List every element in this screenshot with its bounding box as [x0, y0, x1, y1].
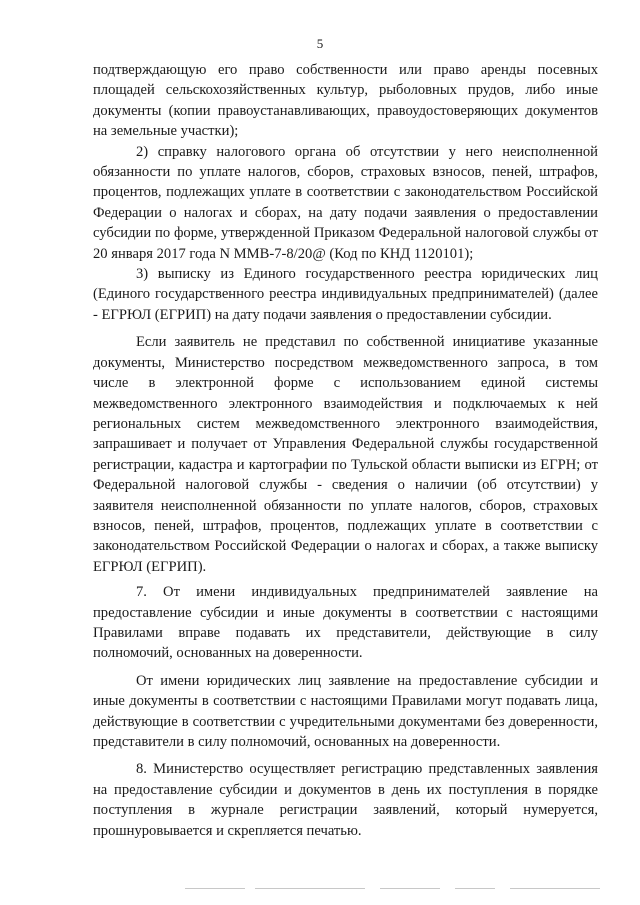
paragraph-item-3: 3) выписку из Единого государственного реестра юридических лиц (Единого государственного реестра индивидуальных предпринимателей) (далее - ЕГРЮЛ (ЕГРИП) на дату подачи заявления о предоставлении субсидии.: [93, 266, 598, 323]
paragraph-section-7: 7. От имени индивидуальных предпринимателей заявление на предоставление субсидии и иные документы в соответствии с настоящими Правилами вправе подавать их представители, действующие в силу полномочий, основанных на доверенности.: [93, 584, 598, 662]
scan-artifact-line: [380, 888, 440, 889]
paragraph-interagency-request: Если заявитель не представил по собственной инициативе указанные документы, Министерство посредством межведомственного запроса, в том числе в электронной форме с использованием единой системы межведомственного электронного взаимодействия и подключаемых к ней региональных систем межведомственного электронного взаимодействия, запрашивает и получает от Управления Федеральной службы государственной регистрации, кадастра и картографии по Тульской области выписки из ЕГРН; от Федеральной налоговой службы - сведения о наличии (об отсутствии) у заявителя неисполненной обязанности по уплате налогов, сборов, страховых взносов, пеней, штрафов, процентов, подлежащих уплате в соответствии с законодательством Российской Федерации о налогах и сборах, а также выписку ЕГРЮЛ (ЕГРИП).: [93, 334, 598, 575]
scan-artifact-line: [455, 888, 495, 889]
paragraph-section-8: 8. Министерство осуществляет регистрацию представленных заявления на предоставление субсидии и документов в день их поступления в порядке поступления в журнале регистрации заявлений, который нумеруется, прошнуровывается и скрепляется печатью.: [93, 761, 598, 839]
document-body: [93, 60, 598, 841]
paragraph-legal-entities: От имени юридических лиц заявление на предоставление субсидии и иные документы в соответствии с настоящими Правилами могут подавать лица, действующие в соответствии с учредительными документами без доверенности, представители в силу полномочий, основанных на доверенности.: [93, 672, 598, 750]
scan-artifact-line: [255, 888, 365, 889]
scan-artifact-line: [510, 888, 600, 889]
page-number: 5: [316, 36, 324, 51]
paragraph-continuation: подтверждающую его право собственности или право аренды посевных площадей сельскохозяйственных культур, рыболовных прудов, либо иные документы (копии правоустанавливающих, правоудостоверяющих документов на земельные участки);: [93, 62, 598, 140]
paragraph-item-2: 2) справку налогового органа об отсутствии у него неисполненной обязанности по уплате налогов, сборов, страховых взносов, пеней, штрафов, процентов, подлежащих уплате в соответствии с законодательством Российской Федерации о налогах и сборах, на дату подачи заявления о предоставлении субсидии по форме, утвержденной Приказом Федеральной налоговой службы от 20 января 2017 года N ММВ-7-8/20@ (Код по КНД 1120101);: [93, 143, 598, 262]
scan-artifact-line: [185, 888, 245, 889]
